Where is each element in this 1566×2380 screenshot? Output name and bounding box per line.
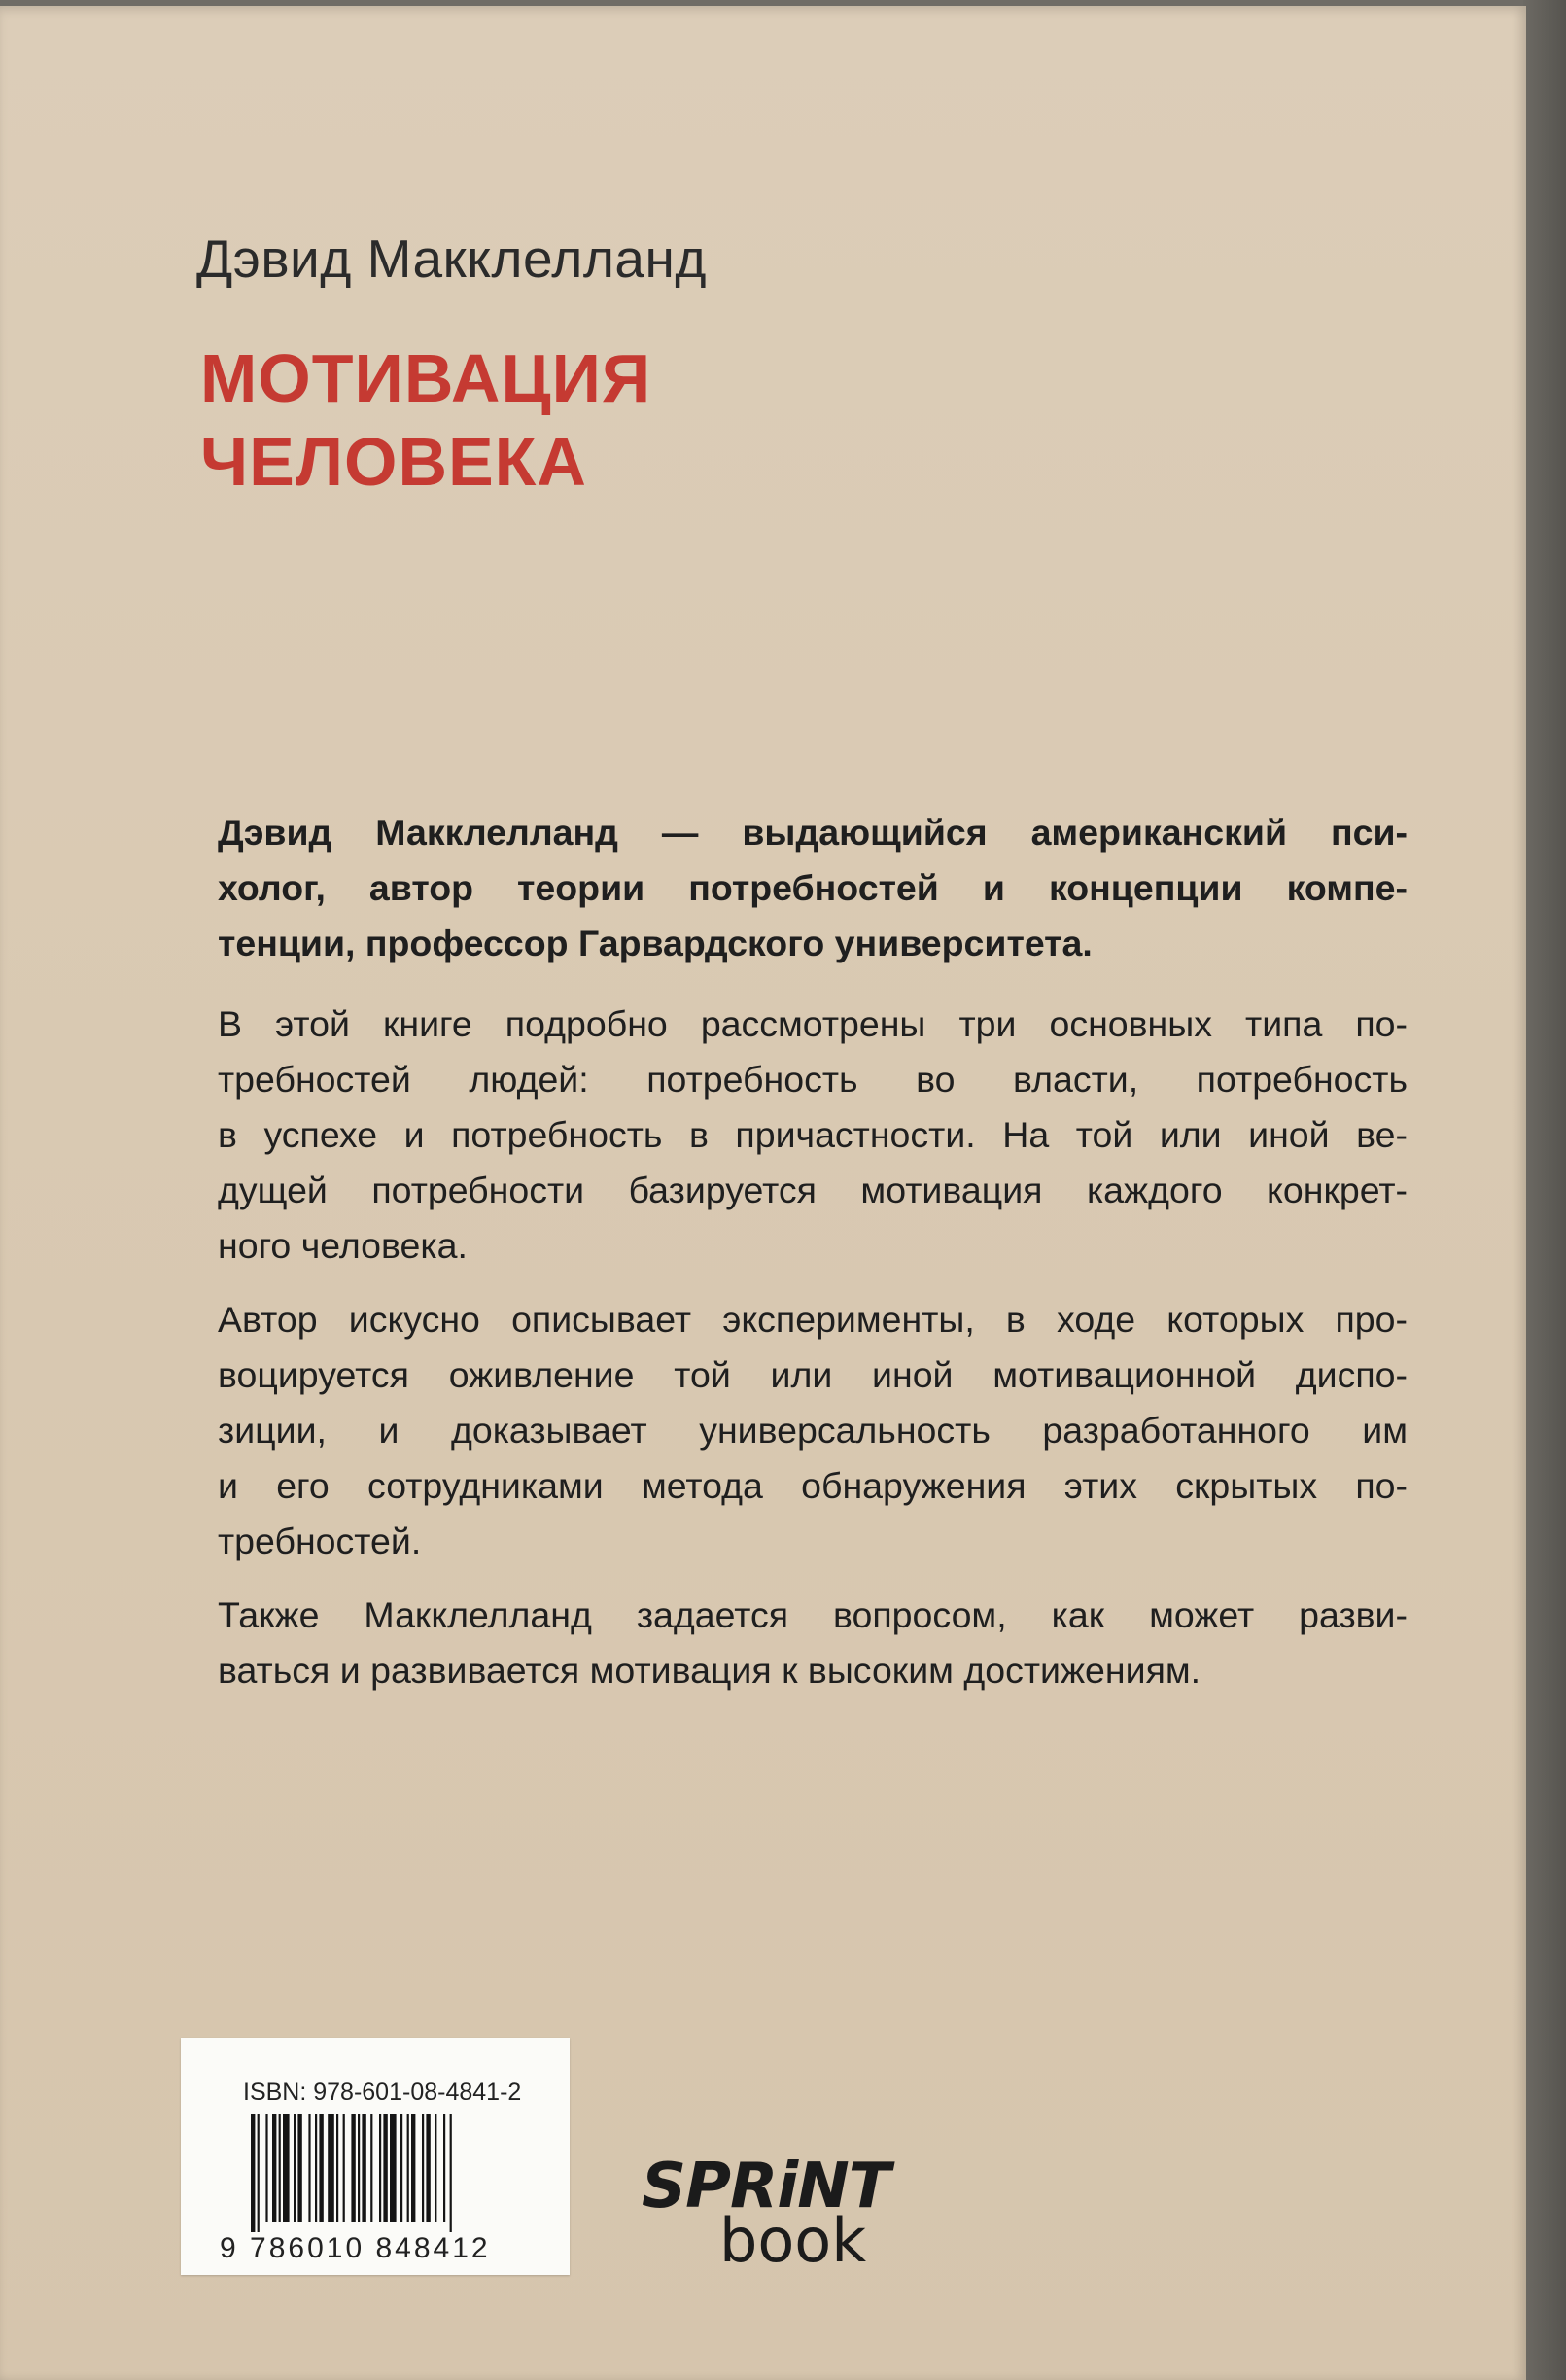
text-line: Дэвид Макклелланд — выдающийся американский пси- xyxy=(218,812,1408,853)
author-bio-paragraph xyxy=(218,805,1408,971)
book-title xyxy=(200,336,651,504)
text-line: в успехе и потребность в причастности. На той или иной ве- xyxy=(218,1114,1408,1155)
text-line: ного человека. xyxy=(218,1225,468,1266)
text-line: холог, автор теории потребностей и концепции компе- xyxy=(218,867,1408,908)
book-back-cover xyxy=(0,6,1526,2380)
isbn-sticker xyxy=(181,2038,570,2275)
barcode-digits: 9 786010 848412 xyxy=(220,2232,491,2264)
text-line: воцируется оживление той или иной мотивационной диспо- xyxy=(218,1354,1408,1395)
description-paragraph xyxy=(218,997,1408,1274)
book-title-line: МОТИВАЦИЯ xyxy=(200,340,652,416)
isbn-number: ISBN: 978-601-08-4841-2 xyxy=(243,2079,522,2106)
text-line: зиции, и доказывает универсальность разработанного им xyxy=(218,1410,1408,1451)
author-name: Дэвид Макклелланд xyxy=(196,228,707,289)
publisher-logo-sprint: SPRiNT xyxy=(642,2151,890,2222)
publisher-logo-book: book xyxy=(719,2205,867,2276)
text-line: тенции, профессор Гарвардского университета. xyxy=(218,923,1093,963)
description-paragraph xyxy=(218,1588,1408,1698)
text-line: требностей. xyxy=(218,1521,422,1561)
text-line: и его сотрудниками метода обнаружения этих скрытых по- xyxy=(218,1465,1408,1506)
text-line: В этой книге подробно рассмотрены три основных типа по- xyxy=(218,1003,1408,1044)
text-line: Также Макклелланд задается вопросом, как может разви- xyxy=(218,1594,1408,1635)
text-line: дущей потребности базируется мотивация каждого конкрет- xyxy=(218,1170,1408,1210)
text-line: ваться и развивается мотивация к высоким достижениям. xyxy=(218,1650,1201,1691)
barcode-icon xyxy=(251,2114,513,2232)
photo-background-right xyxy=(1523,0,1566,2380)
description-paragraph xyxy=(218,1292,1408,1569)
text-line: Автор искусно описывает эксперименты, в ходе которых про- xyxy=(218,1299,1408,1340)
book-title-line: ЧЕЛОВЕКА xyxy=(200,424,587,500)
description-text xyxy=(218,805,1408,1717)
publisher-logo xyxy=(642,2151,904,2277)
text-line: требностей людей: потребность во власти, потребность xyxy=(218,1059,1408,1100)
